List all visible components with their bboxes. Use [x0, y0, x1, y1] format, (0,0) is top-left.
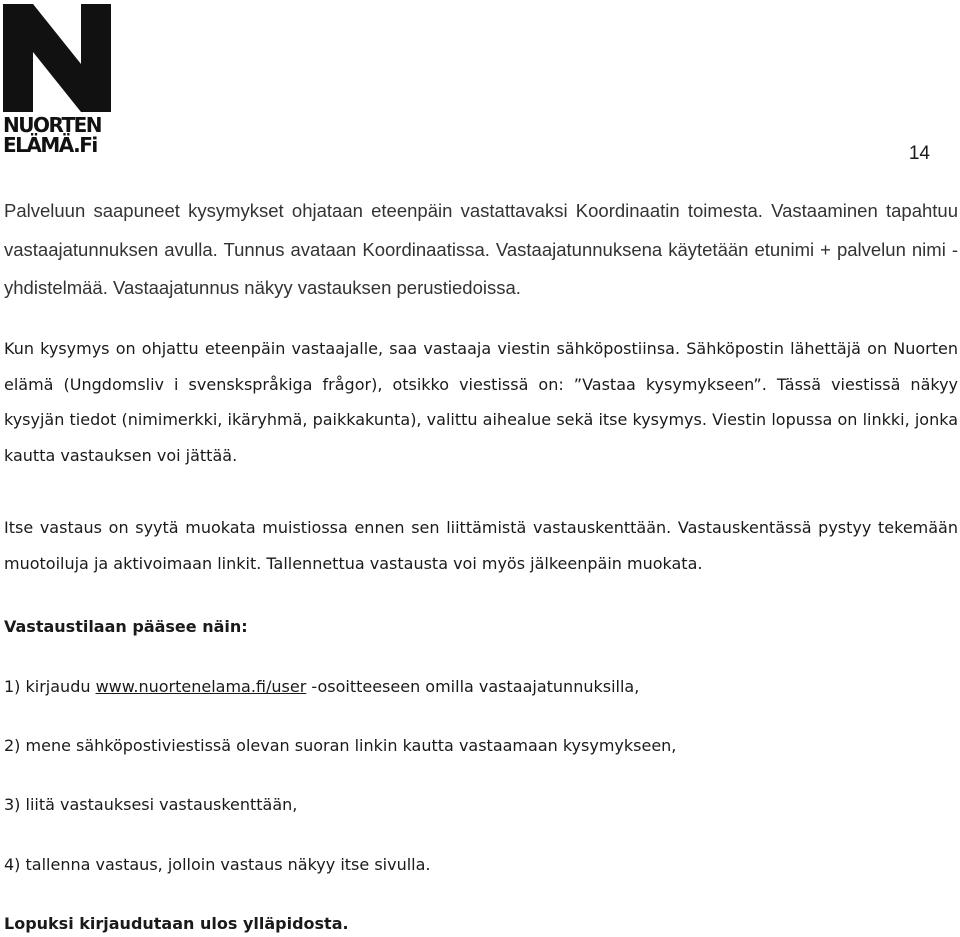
step-1-suffix: -osoitteeseen omilla vastaajatunnuksilla, — [306, 677, 640, 696]
paragraph-editing: Itse vastaus on syytä muokata muistiossa ennen sen liittämistä vastauskenttään. Vastauskentässä pystyy tekemään muotoiluja ja aktivoimaan linkit. Tallennettua vastausta voi myös jälkeenpäin muokata. — [4, 518, 958, 573]
step-1-prefix: 1) kirjaudu — [4, 677, 96, 696]
page-number: 14 — [908, 143, 930, 164]
logo-wordmark-line-2: ELÄMÄ.Fi — [3, 133, 97, 157]
step-3: 3) liitä vastauksesi vastauskenttään, — [4, 795, 298, 814]
user-login-link[interactable]: www.nuortenelama.fi/user — [95, 677, 307, 696]
step-1 — [4, 677, 639, 697]
logo-wordmark-line-1: NUORTEN — [3, 113, 102, 137]
paragraph-email-notification: Kun kysymys on ohjattu eteenpäin vastaajalle, saa vastaaja viestin sähköpostiinsa. Sähköpostin lähettäjä on Nuorten elämä (Ungdomsliv i svenskspråkiga frågor), otsikko viestissä on: ”Vastaa kysymykseen”. Tässä viestissä näkyy kysyjän tiedot (nimimerkki, ikäryhmä, paikkakunta), valittu aihealue sekä itse kysymys. Viestin lopussa on linkki, jonka kautta vastauksen voi jättää. — [4, 339, 958, 465]
n-logo-icon — [3, 4, 111, 112]
paragraph-routing: Palveluun saapuneet kysymykset ohjataan eteenpäin vastattavaksi Koordinaatin toimesta. Vastaaminen tapahtuu vastaajatunnuksen avulla. Tunnus avataan Koordinaatissa. Vastaajatunnuksena käytetään etunimi + palvelun nimi -yhdistelmää. Vastaajatunnus näkyy vastauksen perustiedoissa. — [4, 200, 958, 298]
step-4: 4) tallenna vastaus, jolloin vastaus näkyy itse sivulla. — [4, 855, 431, 874]
closing-note: Lopuksi kirjaudutaan ulos ylläpidosta. — [4, 914, 349, 933]
step-2: 2) mene sähköpostiviestissä olevan suoran linkin kautta vastaamaan kysymykseen, — [4, 736, 677, 755]
access-heading: Vastaustilaan pääsee näin: — [4, 617, 248, 636]
nuortenelama-logo — [3, 4, 111, 157]
